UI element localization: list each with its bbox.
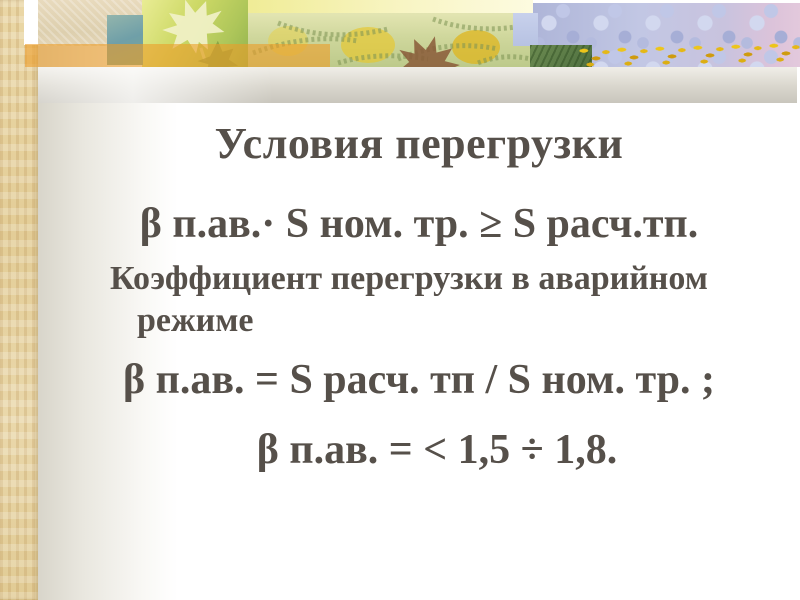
blue-square-patch: [513, 13, 538, 46]
top-white-strip: [533, 0, 800, 3]
left-texture-strip: [0, 0, 38, 600]
formula-range: β п.ав. = < 1,5 ÷ 1,8.: [256, 427, 618, 473]
top-left-white-notch: [24, 0, 38, 45]
formula-overload-condition: β п.ав.· S ном. тр. ≥ S расч.тп.: [139, 201, 699, 247]
formula-ratio: β п.ав. = S расч. тп / S ном. тр. ;: [123, 357, 715, 403]
coefficient-label: Коэффициент перегрузки в аварийном режиме: [110, 260, 708, 339]
slide-title: Условия перегрузки: [214, 119, 624, 168]
pale-yellow-strip: [248, 0, 533, 14]
gray-gradient-band: [38, 67, 797, 103]
orange-overlay-band: [25, 44, 330, 67]
